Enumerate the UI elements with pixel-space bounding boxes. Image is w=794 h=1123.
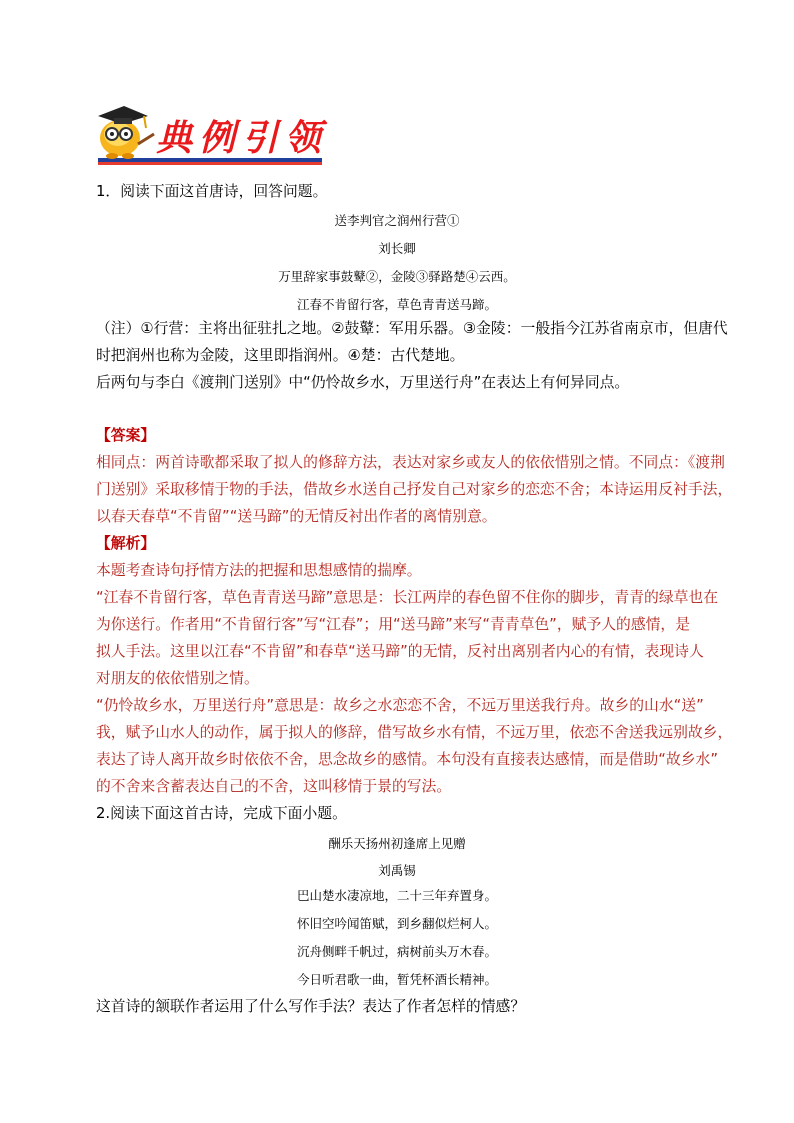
q1-poem-title: 送李判官之润州行营① bbox=[334, 213, 460, 228]
analysis-p2-line-1: “仍怜故乡水，万里送行舟”意思是：故乡之水恋恋不舍，不远万里送我行舟。故乡的山水“送” bbox=[96, 697, 704, 714]
analysis-intro: 本题考查诗句抒情方法的把握和思想感情的揣摩。 bbox=[96, 562, 422, 579]
q1-poem-line-1: 万里辞家事鼓鼙②，金陵③驿路楚④云西。 bbox=[278, 269, 516, 284]
analysis-p2-line-4: 的不舍来含蓄表达自己的不舍，这叫移情于景的写法。 bbox=[96, 778, 452, 795]
answer-line-3: 以春天春草“不肯留”“送马蹄”的无情反衬出作者的离情别意。 bbox=[96, 508, 497, 525]
q2-poem-line-2: 怀旧空吟闻笛赋，到乡翻似烂柯人。 bbox=[296, 916, 497, 931]
q1-poem-author: 刘长卿 bbox=[378, 241, 416, 256]
q2-poem-line-1: 巴山楚水凄凉地，二十三年弃置身。 bbox=[296, 888, 497, 903]
analysis-p1-line-4: 对朋友的依依惜别之情。 bbox=[96, 670, 259, 687]
q2-poem-title: 酬乐天扬州初逢席上见赠 bbox=[328, 836, 466, 851]
analysis-heading: 【解析】 bbox=[96, 535, 156, 552]
q1-poem-line-2: 江春不肯留行客，草色青青送马蹄。 bbox=[296, 297, 497, 312]
q2-poem-line-3: 沉舟侧畔千帆过，病树前头万木春。 bbox=[296, 944, 497, 959]
header-banner bbox=[94, 98, 329, 170]
answer-heading: 【答案】 bbox=[96, 427, 156, 444]
q2-poem-author: 刘禹锡 bbox=[378, 863, 416, 878]
q1-note-line-1: （注）①行营：主将出征驻扎之地。②鼓鼙：军用乐器。③金陵：一般指今江苏省南京市，但唐代 bbox=[96, 320, 728, 337]
q1-question: 后两句与李白《渡荆门送别》中“仍怜故乡水，万里送行舟”在表达上有何异同点。 bbox=[96, 374, 630, 391]
q1-prompt: 1．阅读下面这首唐诗，回答问题。 bbox=[96, 183, 328, 200]
q2-poem-line-4: 今日听君歌一曲，暂凭杯酒长精神。 bbox=[296, 972, 497, 987]
q1-note-line-2: 时把润州也称为金陵，这里即指润州。④楚：古代楚地。 bbox=[96, 347, 465, 364]
answer-line-2: 门送别》采取移情于物的手法，借故乡水送自己抒发自己对家乡的恋恋不舍；本诗运用反衬手法， bbox=[96, 481, 733, 498]
analysis-p2-line-3: 表达了诗人离开故乡时依依不舍，思念故乡的感情。本句没有直接表达感情，而是借助“故乡水” bbox=[96, 751, 719, 768]
analysis-p1-line-1: “江春不肯留行客，草色青青送马蹄”意思是：长江两岸的春色留不住你的脚步，青青的绿草也在 bbox=[96, 589, 719, 606]
q2-prompt: 2.阅读下面这首古诗，完成下面小题。 bbox=[96, 805, 347, 822]
analysis-p1-line-3: 拟人手法。这里以江春“不肯留”和春草“送马蹄”的无情，反衬出离别者内心的有情，表现诗人 bbox=[96, 643, 704, 660]
q2-question: 这首诗的颔联作者运用了什么写作手法？表达了作者怎样的情感？ bbox=[96, 998, 526, 1015]
answer-line-1: 相同点：两首诗歌都采取了拟人的修辞方法，表达对家乡或友人的依依惜别之情。不同点：《渡荆 bbox=[96, 454, 725, 471]
banner-title: 典例引领 bbox=[156, 117, 329, 159]
analysis-p1-line-2: 为你送行。作者用“不肯留行客”写“江春”；用“送马蹄”来写“青青草色”，赋予人的感情，是 bbox=[96, 616, 691, 633]
analysis-p2-line-2: 我，赋予山水人的动作，属于拟人的修辞，借写故乡水有情，不远万里，依恋不舍送我远别故乡， bbox=[96, 724, 733, 741]
